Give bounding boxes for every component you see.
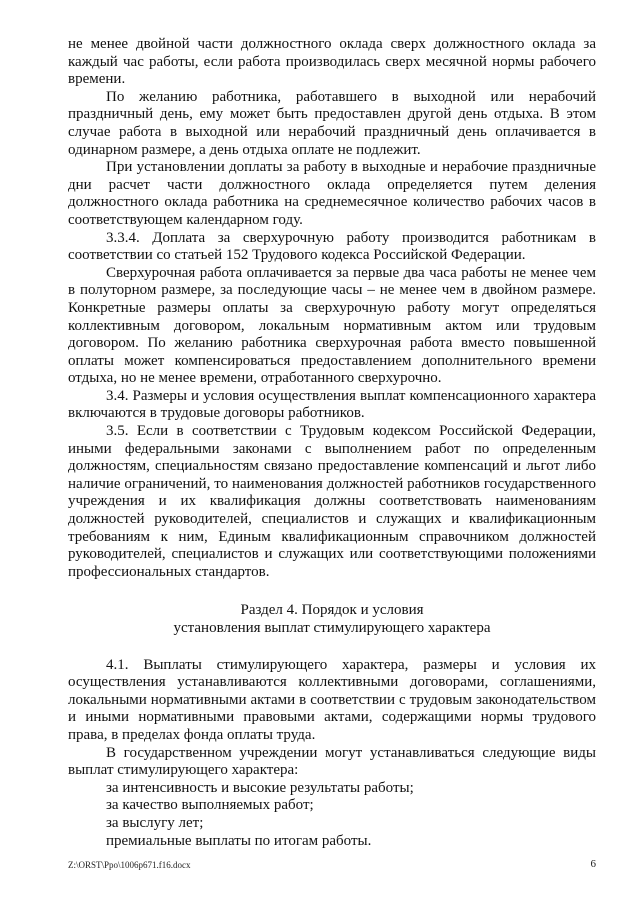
paragraph-3-4: 3.4. Размеры и условия осуществления выплат компенсационного характера включаются в трудовые договоры работников.	[68, 387, 596, 422]
list-item: за качество выполняемых работ;	[106, 797, 314, 814]
list-item: премиальные выплаты по итогам работы.	[106, 832, 372, 849]
page-number: 6	[590, 858, 596, 870]
paragraph-4-1: 4.1. Выплаты стимулирующего характера, размеры и условия их осуществления устанавливаются коллективными договорами, соглашениями, локальными нормативными актами в соответствии с трудовым законодательством и иными нормативными правовыми актами, содержащими нормы трудового права, в пределах фонда оплаты труда.	[68, 656, 596, 743]
footer-file-path: Z:\ORST\Ppo\1006p671.f16.docx	[68, 860, 191, 870]
document-body	[68, 36, 596, 850]
paragraph-overtime: Сверхурочная работа оплачивается за первые два часа работы не менее чем в полуторном размере, за последующие часы – не менее чем в двойном размере. Конкретные размеры оплаты за сверхурочную работу могут определяться коллективным договором, локальным нормативным актом или трудовым договором. По желанию работника сверхурочная работа вместо повышенной оплаты может компенсироваться предоставлением дополнительного времени отдыха, но не менее времени, отработанного сверхурочно.	[68, 264, 596, 387]
paragraph-3-3-4: 3.3.4. Доплата за сверхурочную работу производится работникам в соответствии со статьей 152 Трудового кодекса Российской Федерации.	[68, 229, 596, 264]
section-heading-line1: Раздел 4. Порядок и условия	[240, 602, 424, 619]
list-item: за выслугу лет;	[106, 814, 204, 831]
paragraph-continuation: не менее двойной части должностного оклада сверх должностного оклада за каждый час работы, если работа производилась сверх месячной нормы рабочего времени.	[68, 36, 596, 88]
paragraph-day-off: По желанию работника, работавшего в выходной или нерабочий праздничный день, ему может быть предоставлен другой день отдыха. В этом случае работа в выходной или нерабочий праздничный день оплачивается в одинарном размере, а день отдыха оплате не подлежит.	[68, 88, 596, 158]
paragraph-holiday-calculation: При установлении доплаты за работу в выходные и нерабочие праздничные дни расчет части должностного оклада определяется путем деления должностного оклада работника на среднемесячное количество рабочих часов в соответствующем календарном году.	[68, 159, 596, 228]
section-heading-line2: установления выплат стимулирующего характера	[173, 620, 491, 636]
paragraph-payment-types: В государственном учреждении могут устанавливаться следующие виды выплат стимулирующего характера:	[68, 744, 596, 779]
paragraph-3-5: 3.5. Если в соответствии с Трудовым кодексом Российской Федерации, иными федеральными законами с выполнением работ по определенным должностям, специальностям связано предоставление компенсаций и льгот либо наличие ограничений, то наименования должностей работников государственного учреждения и их квалификация должны соответствовать наименованиям должностей руководителей, специалистов и служащих и квалификационным требованиям к ним, Единым квалификационным справочником должностей руководителей, специалистов и служащих или соответствующими положениями профессиональных стандартов.	[68, 423, 596, 580]
list-item: за интенсивность и высокие результаты работы;	[106, 779, 414, 796]
